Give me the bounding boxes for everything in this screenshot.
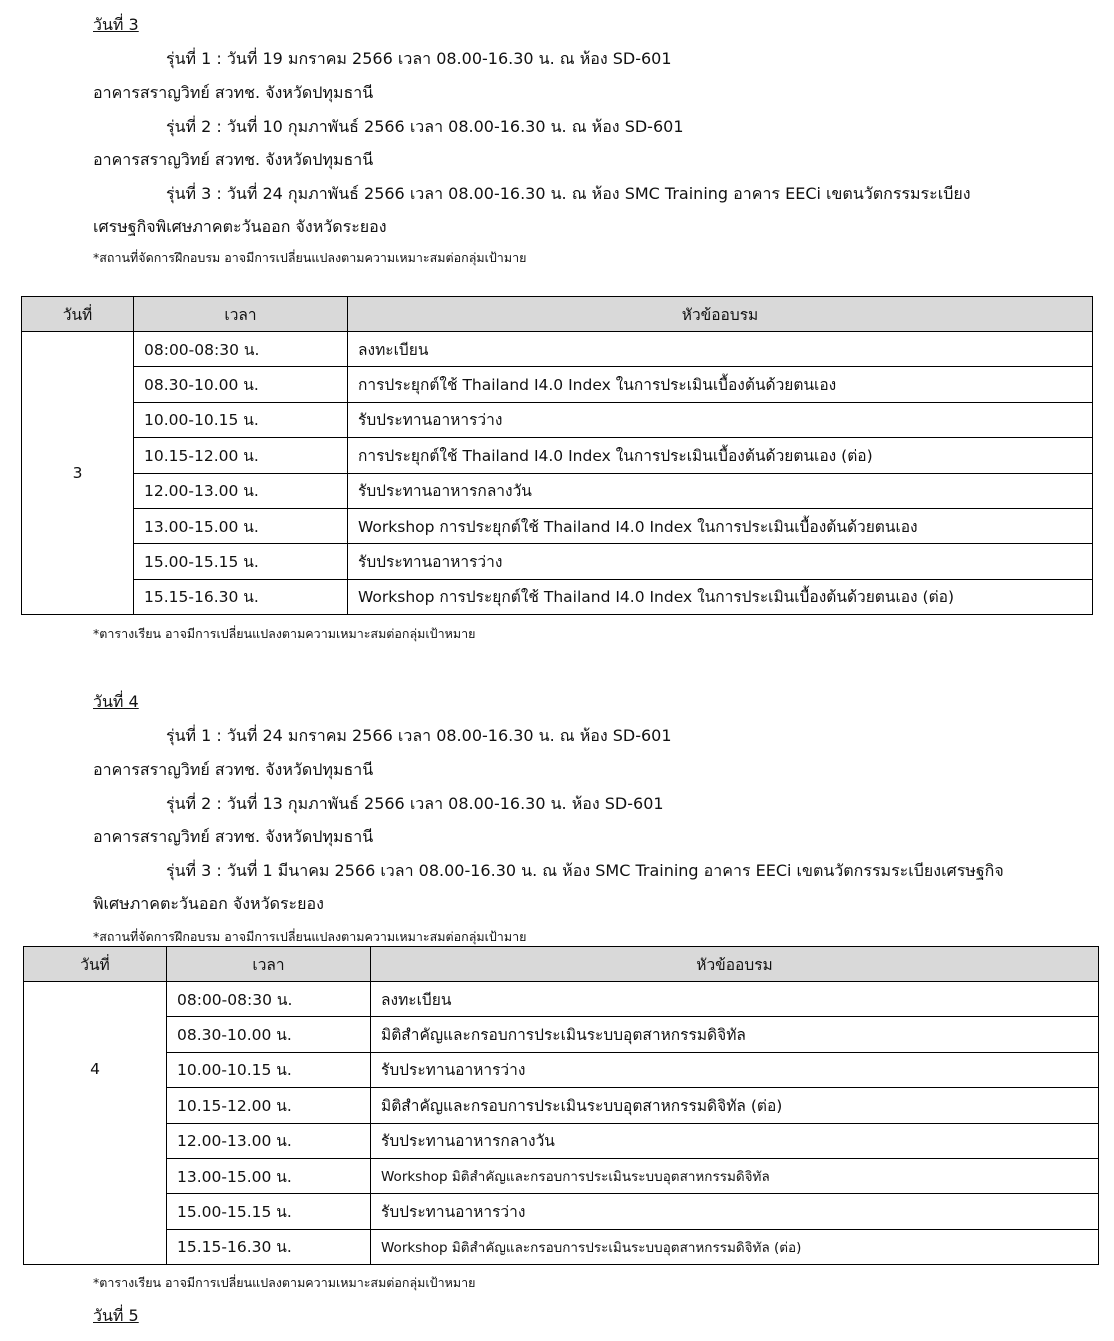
day3-batch2-line2: อาคารสราญวิทย์ สวทช. จังหวัดปทุมธานี	[93, 150, 374, 169]
time-cell: 13.00-15.00 น.	[167, 1158, 371, 1193]
day4-batch2-line2: อาคารสราญวิทย์ สวทช. จังหวัดปทุมธานี	[93, 827, 374, 846]
table-header-row	[22, 297, 1093, 332]
topic-cell: การประยุกต์ใช้ Thailand I4.0 Index ในการประเมินเบื้องต้นด้วยตนเอง	[348, 367, 1093, 402]
time-cell: 10.00-10.15 น.	[134, 402, 348, 437]
table-row	[24, 1158, 1099, 1193]
day3-schedule-note: *ตารางเรียน อาจมีการเปลี่ยนแปลงตามความเหมาะสมต่อกลุ่มเป้าหมาย	[93, 626, 476, 641]
time-cell: 15.00-15.15 น.	[167, 1194, 371, 1229]
table-row	[22, 544, 1093, 579]
topic-cell: รับประทานอาหารกลางวัน	[371, 1123, 1099, 1158]
header-topic: หัวข้ออบรม	[348, 297, 1093, 332]
time-cell: 13.00-15.00 น.	[134, 508, 348, 543]
time-cell: 10.15-12.00 น.	[134, 438, 348, 473]
time-cell: 12.00-13.00 น.	[134, 473, 348, 508]
topic-cell: Workshop มิติสำคัญและกรอบการประเมินระบบอุตสาหกรรมดิจิทัล	[371, 1158, 1099, 1193]
table-row	[24, 982, 1099, 1017]
time-cell: 15.15-16.30 น.	[167, 1229, 371, 1264]
day4-schedule-table	[23, 946, 1099, 1265]
table-row	[24, 1052, 1099, 1087]
header-time: เวลา	[167, 947, 371, 982]
time-cell: 08:00-08:30 น.	[134, 332, 348, 367]
day4-batch3-line1: รุ่นที่ 3 : วันที่ 1 มีนาคม 2566 เวลา 08.00-16.30 น. ณ ห้อง SMC Training อาคาร EECi เขตนวัตกรรมระเบียงเศรษฐกิจ	[166, 861, 1004, 880]
topic-cell: รับประทานอาหารว่าง	[348, 544, 1093, 579]
day3-heading: วันที่ 3	[93, 15, 139, 34]
day4-batch2-line1: รุ่นที่ 2 : วันที่ 13 กุมภาพันธ์ 2566 เวลา 08.00-16.30 น. ห้อง SD-601	[166, 794, 664, 813]
table-row	[22, 332, 1093, 367]
topic-cell: มิติสำคัญและกรอบการประเมินระบบอุตสาหกรรมดิจิทัล (ต่อ)	[371, 1088, 1099, 1123]
day-cell: 4	[24, 982, 167, 1265]
table-row	[22, 438, 1093, 473]
topic-cell: การประยุกต์ใช้ Thailand I4.0 Index ในการประเมินเบื้องต้นด้วยตนเอง (ต่อ)	[348, 438, 1093, 473]
header-day: วันที่	[24, 947, 167, 982]
table-row	[24, 1017, 1099, 1052]
time-cell: 15.00-15.15 น.	[134, 544, 348, 579]
header-topic: หัวข้ออบรม	[371, 947, 1099, 982]
table-row	[22, 473, 1093, 508]
day5-heading: วันที่ 5	[93, 1306, 139, 1325]
time-cell: 08.30-10.00 น.	[134, 367, 348, 402]
topic-cell: รับประทานอาหารว่าง	[371, 1194, 1099, 1229]
time-cell: 08.30-10.00 น.	[167, 1017, 371, 1052]
table-row	[22, 579, 1093, 614]
day4-heading: วันที่ 4	[93, 692, 139, 711]
topic-cell: รับประทานอาหารกลางวัน	[348, 473, 1093, 508]
table-row	[22, 402, 1093, 437]
time-cell: 12.00-13.00 น.	[167, 1123, 371, 1158]
topic-cell: Workshop การประยุกต์ใช้ Thailand I4.0 Index ในการประเมินเบื้องต้นด้วยตนเอง	[348, 508, 1093, 543]
topic-cell: รับประทานอาหารว่าง	[348, 402, 1093, 437]
header-day: วันที่	[22, 297, 134, 332]
day3-batch1-line2: อาคารสราญวิทย์ สวทช. จังหวัดปทุมธานี	[93, 83, 374, 102]
day4-venue-note: *สถานที่จัดการฝึกอบรม อาจมีการเปลี่ยนแปลงตามความเหมาะสมต่อกลุ่มเป้ามาย	[93, 929, 527, 944]
topic-cell: Workshop การประยุกต์ใช้ Thailand I4.0 Index ในการประเมินเบื้องต้นด้วยตนเอง (ต่อ)	[348, 579, 1093, 614]
table-row	[24, 1123, 1099, 1158]
topic-cell: ลงทะเบียน	[371, 982, 1099, 1017]
day3-batch3-line1: รุ่นที่ 3 : วันที่ 24 กุมภาพันธ์ 2566 เวลา 08.00-16.30 น. ณ ห้อง SMC Training อาคาร EECi เขตนวัตกรรมระเบียง	[166, 184, 971, 203]
topic-cell: รับประทานอาหารว่าง	[371, 1052, 1099, 1087]
table-row	[24, 1194, 1099, 1229]
day3-venue-note: *สถานที่จัดการฝึกอบรม อาจมีการเปลี่ยนแปลงตามความเหมาะสมต่อกลุ่มเป้ามาย	[93, 250, 527, 265]
topic-cell: Workshop มิติสำคัญและกรอบการประเมินระบบอุตสาหกรรมดิจิทัล (ต่อ)	[371, 1229, 1099, 1264]
time-cell: 08:00-08:30 น.	[167, 982, 371, 1017]
day-cell: 3	[22, 332, 134, 615]
day3-batch3-line2: เศรษฐกิจพิเศษภาคตะวันออก จังหวัดระยอง	[93, 217, 387, 236]
time-cell: 10.00-10.15 น.	[167, 1052, 371, 1087]
day3-batch2-line1: รุ่นที่ 2 : วันที่ 10 กุมภาพันธ์ 2566 เวลา 08.00-16.30 น. ณ ห้อง SD-601	[166, 117, 684, 136]
topic-cell: ลงทะเบียน	[348, 332, 1093, 367]
day3-schedule-table	[21, 296, 1093, 615]
topic-cell: มิติสำคัญและกรอบการประเมินระบบอุตสาหกรรมดิจิทัล	[371, 1017, 1099, 1052]
table-header-row	[24, 947, 1099, 982]
time-cell: 10.15-12.00 น.	[167, 1088, 371, 1123]
day4-schedule-note: *ตารางเรียน อาจมีการเปลี่ยนแปลงตามความเหมาะสมต่อกลุ่มเป้าหมาย	[93, 1275, 476, 1290]
table-row	[22, 508, 1093, 543]
header-time: เวลา	[134, 297, 348, 332]
table-row	[22, 367, 1093, 402]
time-cell: 15.15-16.30 น.	[134, 579, 348, 614]
day4-batch1-line1: รุ่นที่ 1 : วันที่ 24 มกราคม 2566 เวลา 08.00-16.30 น. ณ ห้อง SD-601	[166, 726, 672, 745]
day4-batch3-line2: พิเศษภาคตะวันออก จังหวัดระยอง	[93, 894, 324, 913]
table-row	[24, 1088, 1099, 1123]
table-row	[24, 1229, 1099, 1264]
day3-batch1-line1: รุ่นที่ 1 : วันที่ 19 มกราคม 2566 เวลา 08.00-16.30 น. ณ ห้อง SD-601	[166, 49, 672, 68]
day4-batch1-line2: อาคารสราญวิทย์ สวทช. จังหวัดปทุมธานี	[93, 760, 374, 779]
